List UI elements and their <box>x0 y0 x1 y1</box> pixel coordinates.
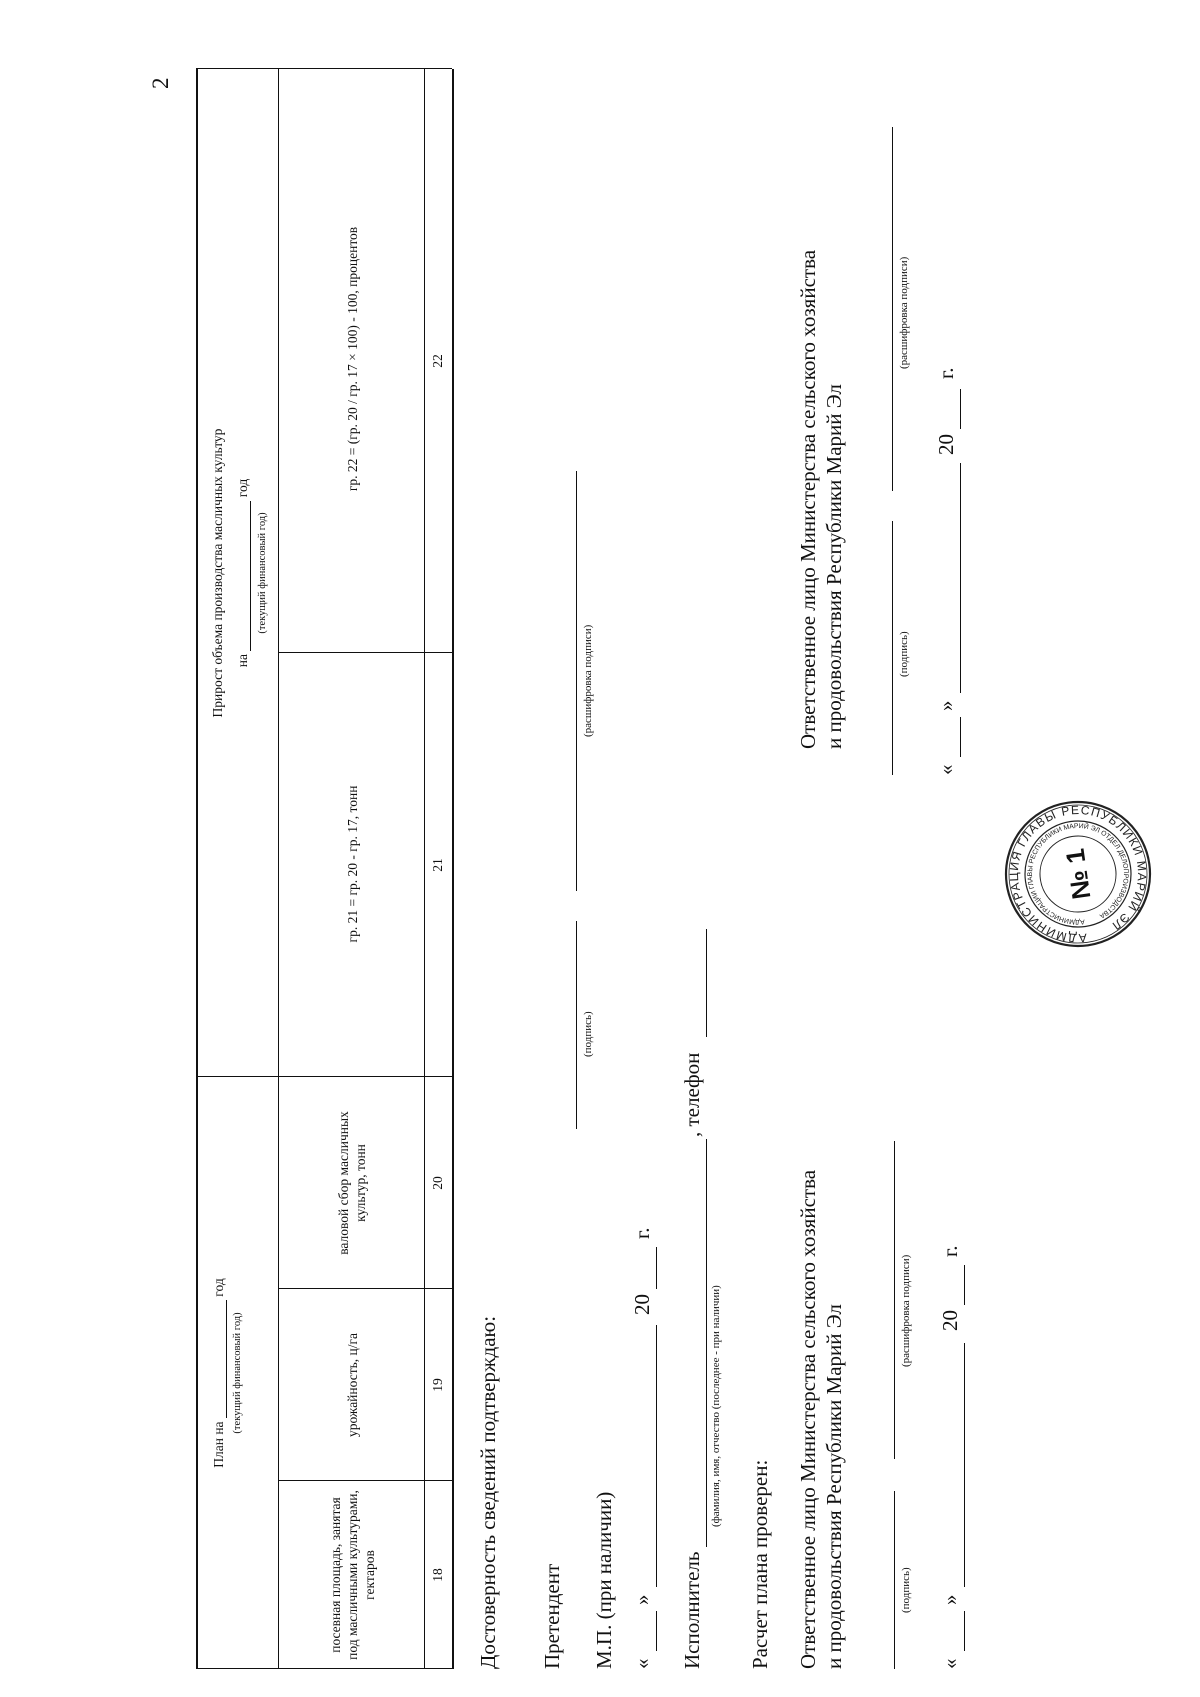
executor-caption: (фамилия, имя, отчество (последнее - при наличии) <box>710 1285 722 1527</box>
date-close-quote-right: » <box>934 700 958 711</box>
growth-prefix: на <box>235 653 250 668</box>
confirm-title: Достоверность сведений подтверждаю: <box>476 1315 500 1669</box>
phone-label: , телефон <box>680 1052 704 1137</box>
official-line2-left: и продовольствия Республики Марий Эл <box>822 1304 846 1669</box>
growth-title: Прирост объема производства масличных культур <box>210 428 225 718</box>
executor-label: Исполнитель <box>680 1551 704 1669</box>
applicant-label: Претендент <box>540 1563 564 1669</box>
date-year-suffix: г. <box>630 1227 654 1239</box>
check-title: Расчет плана проверен: <box>748 1459 772 1669</box>
official-seal-stamp <box>993 789 1162 958</box>
date-close-quote-left: » <box>938 1594 962 1605</box>
seal-inner-text: АДМИНИСТРАЦИИ ГЛАВЫ РЕСПУБЛИКИ МАРИЙ ЭЛ ОТДЕЛ ДЕЛОПРОИЗВОДСТВА <box>1026 822 1130 926</box>
official-decoding-caption-right: (расшифровка подписи) <box>898 256 910 369</box>
page-number: 2 <box>148 77 173 89</box>
date-year-prefix: 20 <box>630 1294 654 1315</box>
applicant-signature-caption: (подпись) <box>582 1011 594 1057</box>
executor-name-line <box>706 1139 707 1547</box>
table-bottom-rule <box>452 69 454 1669</box>
date-year-line-left <box>964 1265 965 1305</box>
date-day-line <box>656 1611 657 1651</box>
official-decoding-line-left <box>894 1141 895 1459</box>
column-header: гр. 21 = гр. 20 - гр. 17, тонн <box>344 785 360 943</box>
seal-label: М.П. (при наличии) <box>592 1491 616 1669</box>
date-open-quote-right: « <box>934 764 958 775</box>
growth-suffix: год <box>235 478 250 498</box>
plan-prefix: План на <box>211 1421 226 1468</box>
column-number: 22 <box>430 354 445 368</box>
plan-sub-caption: (текущий финансовый год) <box>232 1312 243 1434</box>
date-open-quote-left: « <box>938 1658 962 1669</box>
table-header-rule <box>424 69 425 1669</box>
column-number: 20 <box>430 1176 445 1190</box>
official-line1-right: Ответственное лицо Министерства сельского хозяйства <box>796 249 820 749</box>
official-signature-caption-right: (подпись) <box>898 631 910 677</box>
official-decoding-line-right <box>892 127 893 491</box>
growth-sub-caption: (текущий финансовый год) <box>257 512 268 634</box>
official-signature-caption-left: (подпись) <box>900 1567 912 1613</box>
official-decoding-caption-left: (расшифровка подписи) <box>900 1254 912 1367</box>
date-year-prefix-left: 20 <box>938 1310 962 1331</box>
date-year-suffix-left: г. <box>938 1245 962 1257</box>
official-line2-right: и продовольствия Республики Марий Эл <box>822 384 846 749</box>
date-month-line-left <box>964 1343 965 1587</box>
date-day-line-right <box>960 717 961 757</box>
date-open-quote: « <box>630 1658 654 1669</box>
date-month-line <box>656 1325 657 1587</box>
plan-suffix: год <box>211 1278 226 1297</box>
date-year-suffix-right: г. <box>934 367 958 379</box>
plan-group-header <box>196 1077 276 1669</box>
column-header: гр. 22 = (гр. 20 / гр. 17 × 100) - 100, процентов <box>344 226 360 492</box>
column-header: посевная площадь, занятая под масличными культурами, гектаров <box>327 1490 377 1660</box>
column-number: 19 <box>430 1378 445 1392</box>
date-day-line-left <box>964 1611 965 1651</box>
table-group-rule <box>278 69 279 1669</box>
date-close-quote: » <box>630 1594 654 1605</box>
seal-number: № 1 <box>1059 846 1097 902</box>
column-header: урожайность, ц/га <box>344 1332 360 1438</box>
official-line1-left: Ответственное лицо Министерства сельского хозяйства <box>796 1169 820 1669</box>
date-year-line <box>656 1247 657 1289</box>
growth-group-header <box>196 69 276 1077</box>
applicant-signature-line <box>576 921 577 1129</box>
applicant-decoding-line <box>576 471 577 891</box>
date-year-prefix-right: 20 <box>934 434 958 455</box>
seal-graphic <box>993 789 1162 958</box>
column-number: 18 <box>430 1568 445 1582</box>
date-year-line-right <box>960 389 961 429</box>
official-signature-line-right <box>892 521 893 775</box>
applicant-decoding-caption: (расшифровка подписи) <box>582 624 594 737</box>
column-number: 21 <box>430 858 445 872</box>
seal-outer-text: АДМИНИСТРАЦИЯ ГЛАВЫ РЕСПУБЛИКИ МАРИЙ ЭЛ <box>1006 802 1150 946</box>
official-signature-line-left <box>894 1491 895 1669</box>
phone-line <box>706 929 707 1037</box>
column-header: валовой сбор масличных культур, тонн <box>336 1111 368 1255</box>
date-month-line-right <box>960 463 961 693</box>
